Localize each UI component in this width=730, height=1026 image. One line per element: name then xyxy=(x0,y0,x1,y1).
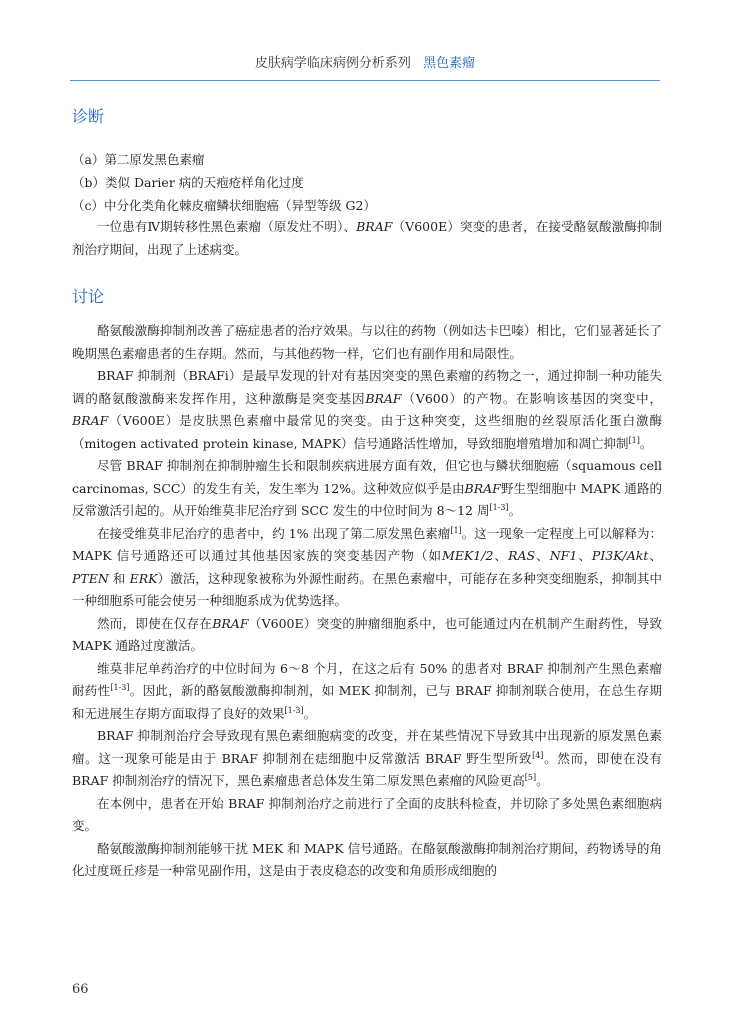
citation: [1-3] xyxy=(489,502,509,512)
diagnosis-summary: 一位患有Ⅳ期转移性黑色素瘤（原发灶不明）、BRAF（V600E）突变的患者，在接受酪氨酸激酶抑制剂治疗期间，出现了上述病变。 xyxy=(72,219,662,257)
discussion-heading: 讨论 xyxy=(72,287,105,306)
discussion-body xyxy=(72,320,662,883)
paragraph: 尽管 BRAF 抑制剂在抑制肿瘤生长和限制疾病进展方面有效，但它也与鳞状细胞癌（squamous cell carcinomas, SCC）的发生有关，发生率为 12%。这种效应似乎是由BRAF野生型细胞中 MAPK 通路的反常激活引起的。从开始维莫非尼治疗到 SCC 发生的中位时间为 8～12 周[1-3]。 xyxy=(72,458,662,518)
chapter-topic: 黑色素瘤 xyxy=(423,56,476,71)
running-header xyxy=(70,52,660,81)
citation: [1-3] xyxy=(110,682,130,692)
diagnosis-item: （a）第二原发黑色素瘤 xyxy=(72,152,205,167)
paragraph: 然而，即使在仅存在BRAF（V600E）突变的肿瘤细胞系中，也可能通过内在机制产生耐药性，导致 MAPK 通路过度激活。 xyxy=(72,615,662,653)
citation: [1-3] xyxy=(284,705,304,715)
citation: [1] xyxy=(628,435,640,445)
paragraph: 维莫非尼单药治疗的中位时间为 6～8 个月，在这之后有 50% 的患者对 BRAF 抑制剂产生黑色素瘤耐药性[1-3]。因此，新的酪氨酸激酶抑制剂，如 MEK 抑制剂，已与 BRAF 抑制剂联合使用，在总生存期和无进展生存期方面取得了良好的效果[1-3]。 xyxy=(72,660,662,721)
diagnosis-heading: 诊断 xyxy=(72,107,105,126)
paragraph: 酪氨酸激酶抑制剂能够干扰 MEK 和 MAPK 信号通路。在酪氨酸激酶抑制剂治疗期间，药物诱导的角化过度斑丘疹是一种常见副作用，这是由于表皮稳态的改变和角质形成细胞的 xyxy=(72,840,662,878)
citation: [1] xyxy=(450,525,462,535)
series-title: 皮肤病学临床病例分析系列 xyxy=(254,56,411,71)
paragraph: 在本例中，患者在开始 BRAF 抑制剂治疗之前进行了全面的皮肤科检查，并切除了多处黑色素细胞病变。 xyxy=(72,795,662,833)
citation: [5] xyxy=(524,772,537,782)
diagnosis-item: （b）类似 Darier 病的天疱疮样角化过度 xyxy=(72,175,304,190)
page-number: 66 xyxy=(72,982,89,997)
diagnosis-item: （c）中分化类角化棘皮瘤鳞状细胞癌（异型等级 G2） xyxy=(72,198,376,213)
paragraph: 在接受维莫非尼治疗的患者中，约 1% 出现了第二原发黑色素瘤[1]。这一现象一定程度上可以解释为：MAPK 信号通路还可以通过其他基因家族的突变基因产物（如MEK1/2、RAS、NF1、PI3K/Akt、PTEN 和 ERK）激活，这种现象被称为外源性耐药。在黑色素瘤中，可能存在多种突变细胞系，抑制其中一种细胞系可能会使另一种细胞系成为优势选择。 xyxy=(72,525,662,608)
citation: [4] xyxy=(532,750,544,760)
paragraph: BRAF 抑制剂（BRAFi）是最早发现的针对有基因突变的黑色素瘤的药物之一，通过抑制一种功能失调的酪氨酸激酶来发挥作用，这种激酶是突变基因BRAF（V600）的产物。在影响该基因的突变中，BRAF（V600E）是皮肤黑色素瘤中最常见的突变。由于这种突变，这些细胞的丝裂原活化蛋白激酶（mitogen activated protein kinase, MAPK）信号通路活性增加，导致细胞增殖增加和凋亡抑制[1]。 xyxy=(72,368,662,451)
paragraph: 酪氨酸激酶抑制剂改善了癌症患者的治疗效果。与以往的药物（例如达卡巴嗪）相比，它们显著延长了晚期黑色素瘤患者的生存期。然而，与其他药物一样，它们也有副作用和局限性。 xyxy=(72,323,662,361)
diagnosis-list xyxy=(72,148,672,217)
paragraph: BRAF 抑制剂治疗会导致现有黑色素细胞病变的改变，并在某些情况下导致其中出现新的原发黑色素瘤。这一现象可能是由于 BRAF 抑制剂在痣细胞中反常激活 BRAF 野生型所致[4]。然而，即使在没有 BRAF 抑制剂治疗的情况下，黑色素瘤患者总体发生第二原发黑色素瘤的风险更高[5]。 xyxy=(72,728,662,788)
